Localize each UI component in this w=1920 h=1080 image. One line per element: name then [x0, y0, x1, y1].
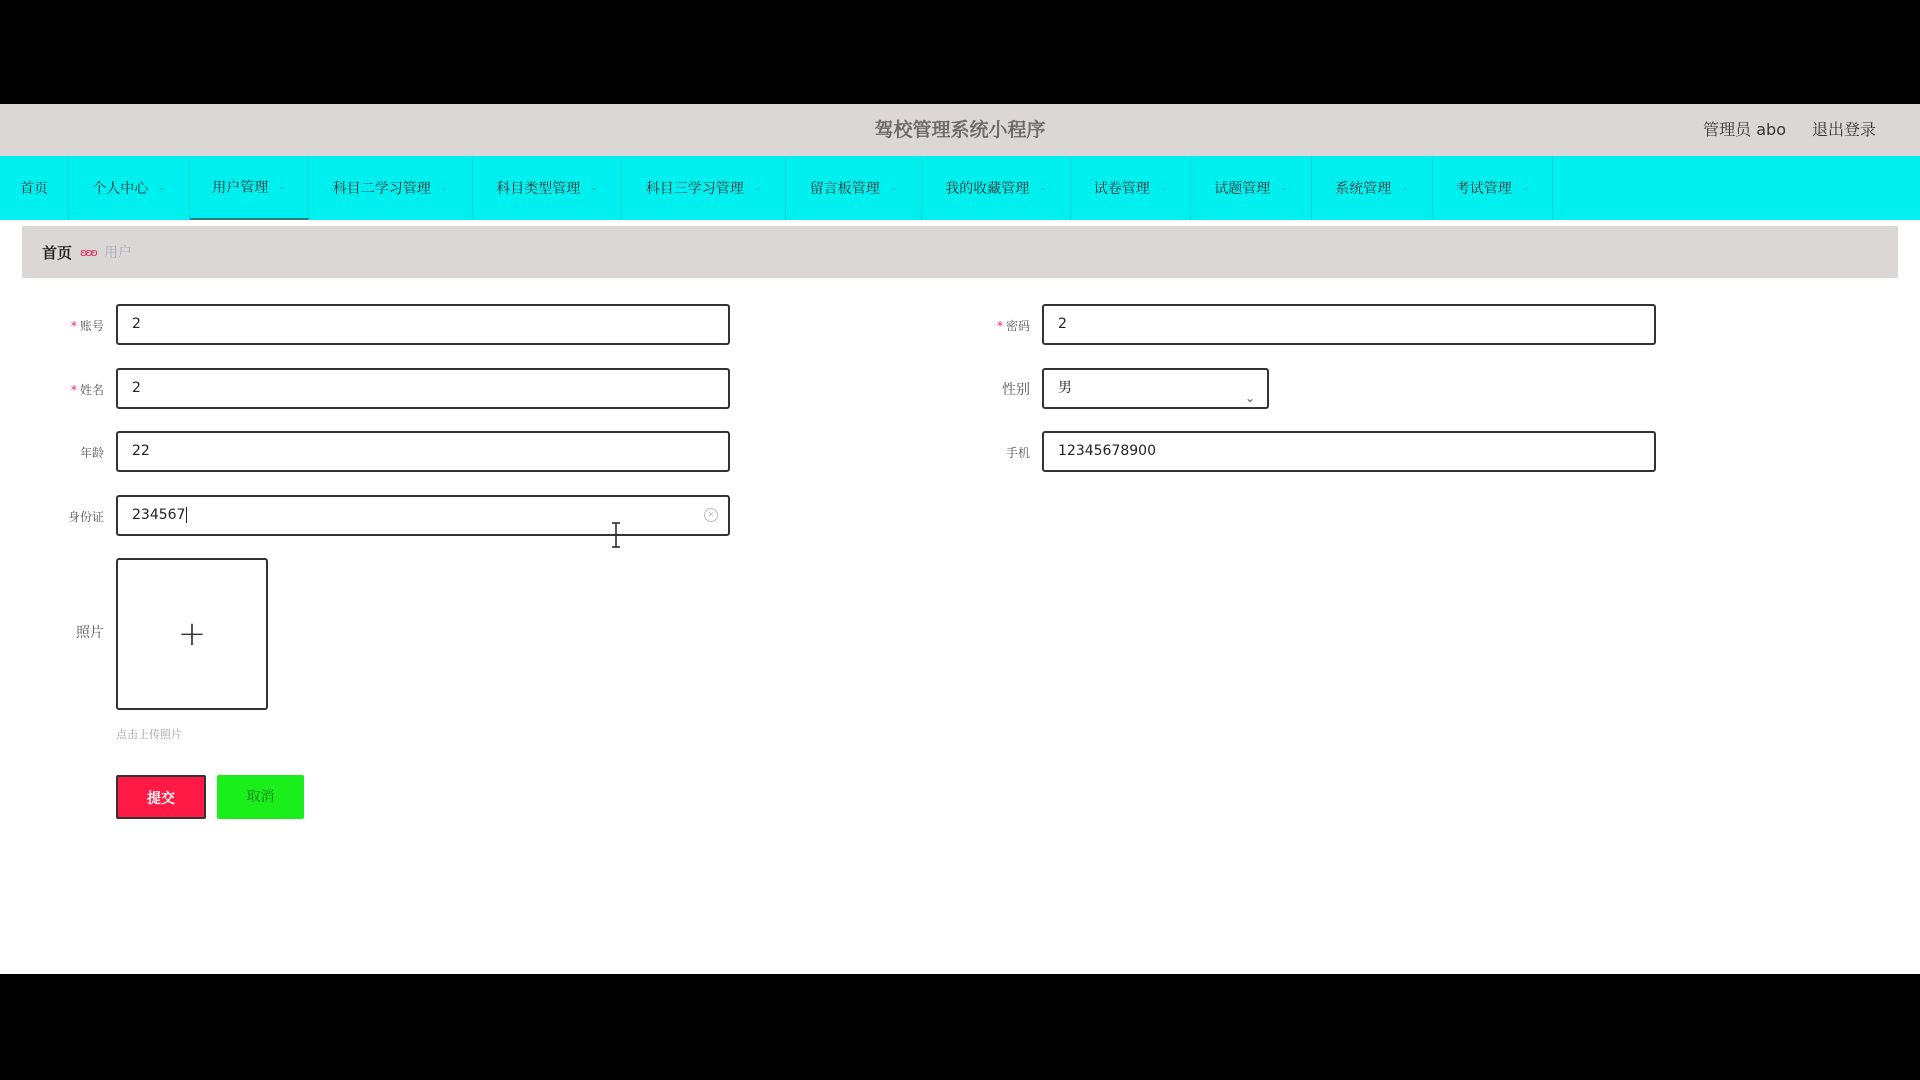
age-input[interactable]: 22	[116, 431, 730, 472]
nav-item-favorites[interactable]	[922, 156, 1071, 220]
required-mark: *	[70, 319, 77, 333]
nav-item-label: 用户管理	[212, 180, 269, 196]
logout-link[interactable]: 退出登录	[1811, 120, 1876, 139]
photo-upload-hint: 点击上传照片	[116, 728, 182, 741]
gender-label: 性别	[1002, 382, 1030, 398]
chevron-down-icon: ⌄	[590, 183, 598, 193]
photo-upload-button[interactable]	[116, 558, 268, 710]
chevron-down-icon: ⌄	[889, 183, 898, 193]
nav-item-label: 留言板管理	[809, 181, 880, 197]
photo-label: 照片	[76, 625, 104, 641]
nav-item-message-board[interactable]	[786, 156, 922, 220]
gender-select[interactable]	[1042, 368, 1269, 409]
age-label: 年龄	[79, 446, 104, 460]
required-mark: *	[996, 319, 1003, 333]
nav-item-questions[interactable]	[1191, 156, 1312, 220]
nav-item-subject3-study[interactable]	[622, 156, 786, 220]
chevron-down-icon: ⌄	[440, 183, 449, 193]
breadcrumb-current: 用户	[103, 245, 132, 261]
chevron-down-icon: ⌄	[1401, 183, 1409, 193]
nav-item-label: 个人中心	[92, 181, 149, 197]
required-mark: *	[70, 383, 77, 397]
id-card-input[interactable]	[116, 495, 730, 536]
chevron-down-icon: ⌄	[1244, 391, 1255, 405]
admin-user-label: 管理员 abo	[1703, 120, 1786, 139]
main-nav	[0, 156, 1920, 220]
breadcrumb-separator: ʚʚʚ	[80, 245, 96, 259]
nav-item-label: 科目三学习管理	[645, 181, 744, 197]
chevron-down-icon: ⌄	[278, 182, 286, 192]
password-label: * 密码	[996, 319, 1030, 333]
nav-item-label: 试题管理	[1214, 181, 1271, 197]
password-input[interactable]: 2	[1042, 304, 1656, 345]
cancel-button[interactable]: 取消	[217, 775, 304, 819]
nav-item-home[interactable]	[0, 156, 69, 220]
submit-button[interactable]: 提交	[116, 775, 206, 819]
phone-input[interactable]: 12345678900	[1042, 431, 1656, 472]
nav-item-label: 首页	[20, 181, 48, 197]
nav-item-label: 科目二学习管理	[332, 181, 431, 197]
name-input[interactable]: 2	[116, 368, 730, 409]
chevron-down-icon: ⌄	[1521, 183, 1530, 193]
phone-label: 手机	[1005, 446, 1030, 460]
nav-item-exams[interactable]	[1433, 156, 1553, 220]
name-label: * 姓名	[70, 383, 104, 397]
nav-item-subject2-study[interactable]	[309, 156, 473, 220]
user-form	[22, 288, 1898, 850]
nav-item-label: 科目类型管理	[496, 181, 581, 197]
chevron-down-icon: ⌄	[753, 183, 762, 193]
id-card-input-value: 234567	[132, 507, 186, 523]
nav-item-personal-center[interactable]	[69, 156, 190, 220]
nav-item-label: 考试管理	[1455, 181, 1512, 197]
gender-select-value: 男	[1058, 380, 1072, 396]
app-title: 驾校管理系统小程序	[874, 119, 1046, 141]
top-bar	[0, 104, 1920, 156]
breadcrumb-home[interactable]: 首页	[42, 243, 73, 262]
chevron-down-icon: ⌄	[158, 183, 166, 193]
account-label: * 账号	[70, 319, 104, 333]
chevron-down-icon: ⌄	[1159, 183, 1168, 193]
nav-item-user-management[interactable]	[190, 156, 309, 220]
clear-icon[interactable]: ×	[704, 508, 718, 522]
app-window	[0, 104, 1920, 974]
text-cursor-icon	[610, 522, 622, 548]
id-card-label: 身份证	[67, 510, 104, 524]
nav-item-label: 系统管理	[1335, 181, 1392, 197]
nav-item-label: 试卷管理	[1093, 181, 1150, 197]
nav-item-subject-type[interactable]	[473, 156, 622, 220]
account-input[interactable]: 2	[116, 304, 730, 345]
breadcrumb	[22, 226, 1898, 278]
nav-item-exam-papers[interactable]	[1071, 156, 1191, 220]
chevron-down-icon: ⌄	[1039, 183, 1047, 193]
nav-item-system[interactable]	[1312, 156, 1433, 220]
nav-item-label: 我的收藏管理	[945, 181, 1030, 197]
plus-icon: +	[177, 614, 207, 654]
chevron-down-icon: ⌄	[1280, 183, 1288, 193]
